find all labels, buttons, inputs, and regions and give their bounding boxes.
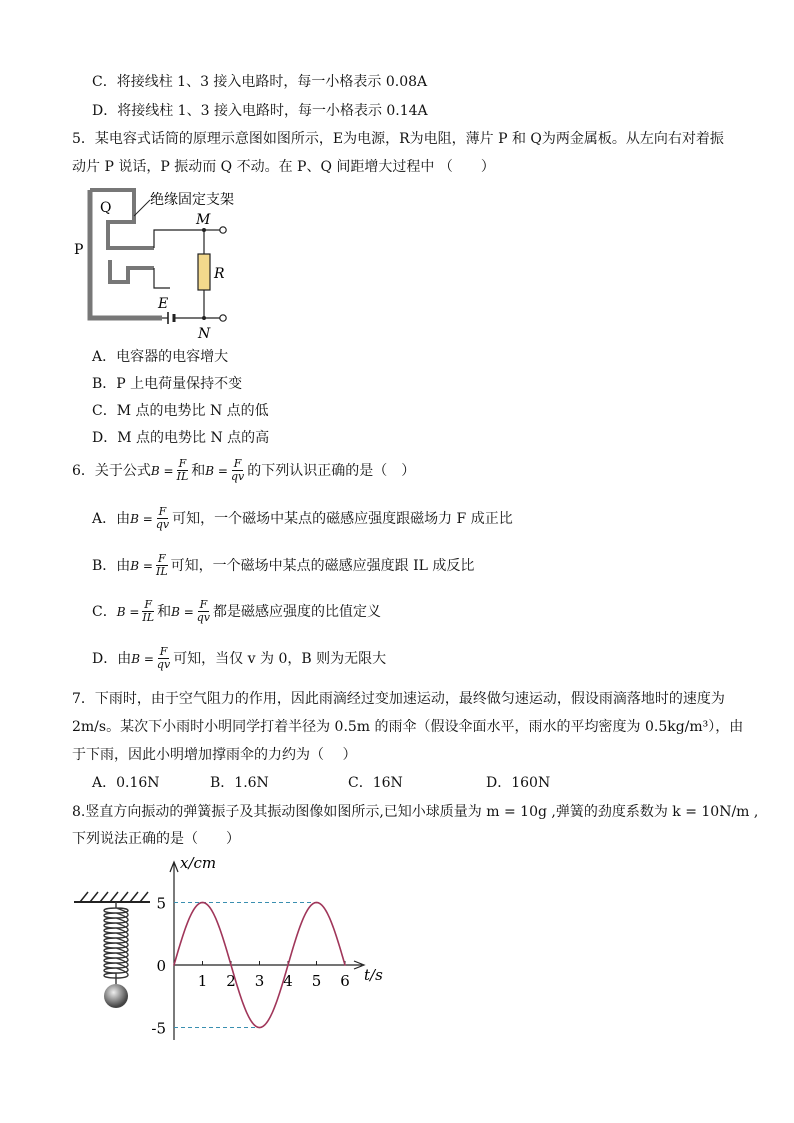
q6-option-d: D．由 B = $\frac{F}{qv}$ 可知，当仅 v 为 0，B 则为无限大 bbox=[92, 645, 387, 671]
data-point bbox=[202, 902, 204, 904]
data-point bbox=[259, 1027, 261, 1029]
q8-stem-line2: 下列说法正确的是（ ） bbox=[72, 831, 240, 847]
q5-option-b: B．P 上电荷量保持不变 bbox=[92, 376, 243, 392]
resistor-r bbox=[198, 254, 210, 290]
plate-p-inner bbox=[110, 260, 154, 282]
x-tick-label: 3 bbox=[254, 972, 265, 990]
q4-option-d: D．将接线柱 1、3 接入电路时，每一小格表示 0.14A bbox=[92, 103, 428, 119]
label-p: P bbox=[74, 242, 84, 258]
q6-option-c: C． B = $\frac{F}{IL}$ 和 B = $\frac{F}{qv}$ 都是磁感应强度的比值定义 bbox=[92, 598, 382, 624]
x-tick-label: 5 bbox=[311, 972, 322, 990]
ball bbox=[104, 984, 128, 1008]
fraction-f-over-qv: $\frac{F}{qv}$ bbox=[196, 598, 211, 624]
q5-option-d: D．M 点的电势比 N 点的高 bbox=[92, 430, 270, 446]
label-e: E bbox=[158, 296, 169, 312]
formula-b-eq: B = bbox=[205, 463, 228, 478]
data-point bbox=[287, 964, 289, 966]
x-tick-label: 6 bbox=[340, 972, 350, 990]
data-point bbox=[230, 964, 232, 966]
q5-option-a: A．电容器的电容增大 bbox=[92, 349, 229, 365]
data-point bbox=[316, 902, 318, 904]
x-tick-label: 2 bbox=[226, 972, 236, 990]
q7-stem-line1: 7．下雨时，由于空气阻力的作用，因此雨滴经过变加速运动，最终做匀速运动，假设雨滴落地时的速度为 bbox=[72, 691, 725, 707]
q8-stem-line1: 8.竖直方向振动的弹簧振子及其振动图像如图所示,已知小球质量为 m = 10g ,弹簧的劲度系数为 k = 10N/m , bbox=[72, 804, 759, 820]
label-m: M bbox=[196, 212, 211, 228]
q5-stem-line2: 动片 P 说话，P 振动而 Q 不动。在 P、Q 间距增大过程中 （ ） bbox=[72, 159, 495, 175]
q5-option-c: C．M 点的电势比 N 点的低 bbox=[92, 403, 269, 419]
q7-stem-line2: 2m/s。某次下小雨时小明同学打着半径为 0.5m 的雨伞（假设伞面水平，雨水的平均密度为 0.5kg/m³），由 bbox=[72, 719, 744, 735]
capacitor-microphone-diagram bbox=[70, 182, 260, 342]
data-point bbox=[344, 964, 346, 966]
spring-coil bbox=[104, 902, 128, 984]
fraction-f-over-il: $\frac{F}{IL}$ bbox=[176, 457, 189, 483]
y-tick-label: 0 bbox=[156, 957, 166, 975]
q7-option-d: D．160N bbox=[486, 775, 551, 791]
label-support: 绝缘固定支架 bbox=[150, 192, 234, 208]
fraction-f-over-qv: $\frac{F}{qv}$ bbox=[156, 645, 171, 671]
fraction-f-over-qv: $\frac{F}{qv}$ bbox=[155, 505, 170, 531]
fraction-f-over-il: $\frac{F}{IL}$ bbox=[142, 598, 155, 624]
vibration-graph bbox=[150, 850, 390, 1050]
data-point bbox=[173, 964, 175, 966]
q7-stem-line3: 于下雨，因此小明增加撑雨伞的力约为（ ） bbox=[72, 747, 357, 763]
q6-option-a: A．由 B = $\frac{F}{qv}$ 可知，一个磁场中某点的磁感应强度跟磁场力 F 成正比 bbox=[92, 505, 513, 531]
formula-b-eq: B = bbox=[150, 463, 174, 478]
plate-q bbox=[90, 190, 154, 248]
q6-option-b: B．由 B = $\frac{F}{IL}$ 可知，一个磁场中某点的磁感应强度跟 IL 成反比 bbox=[92, 552, 475, 578]
q7-option-c: C．16N bbox=[348, 775, 403, 791]
x-tick-label: 4 bbox=[283, 972, 293, 990]
q5-stem-line1: 5．某电容式话筒的原理示意图如图所示，E为电源，R为电阻，薄片 P 和 Q为两金属板。从左向右对着振 bbox=[72, 131, 724, 147]
label-q: Q bbox=[100, 200, 112, 216]
q7-option-a: A．0.16N bbox=[92, 775, 160, 791]
fraction-f-over-qv: $\frac{F}{qv}$ bbox=[230, 457, 245, 483]
terminal-n bbox=[220, 315, 226, 321]
y-tick-label: 5 bbox=[156, 894, 166, 913]
q6-stem-pre: 6．关于公式 bbox=[72, 462, 151, 479]
y-tick-label: -5 bbox=[151, 1019, 166, 1038]
y-axis-label: x/cm bbox=[180, 854, 217, 872]
q7-option-b: B．1.6N bbox=[210, 775, 269, 791]
q4-option-c: C．将接线柱 1、3 接入电路时，每一小格表示 0.08A bbox=[92, 74, 428, 90]
fraction-f-over-il: $\frac{F}{IL}$ bbox=[155, 552, 168, 578]
spring-oscillator-figure bbox=[72, 888, 152, 1018]
label-n: N bbox=[198, 326, 211, 342]
x-axis-label: t/s bbox=[364, 966, 383, 984]
x-tick-label: 1 bbox=[197, 972, 208, 990]
q6-stem bbox=[72, 458, 415, 483]
q6-stem-mid: 和 bbox=[191, 462, 206, 479]
terminal-m bbox=[220, 227, 226, 233]
q6-stem-post: 的下列认识正确的是（ ） bbox=[247, 462, 416, 479]
label-r: R bbox=[214, 266, 225, 282]
